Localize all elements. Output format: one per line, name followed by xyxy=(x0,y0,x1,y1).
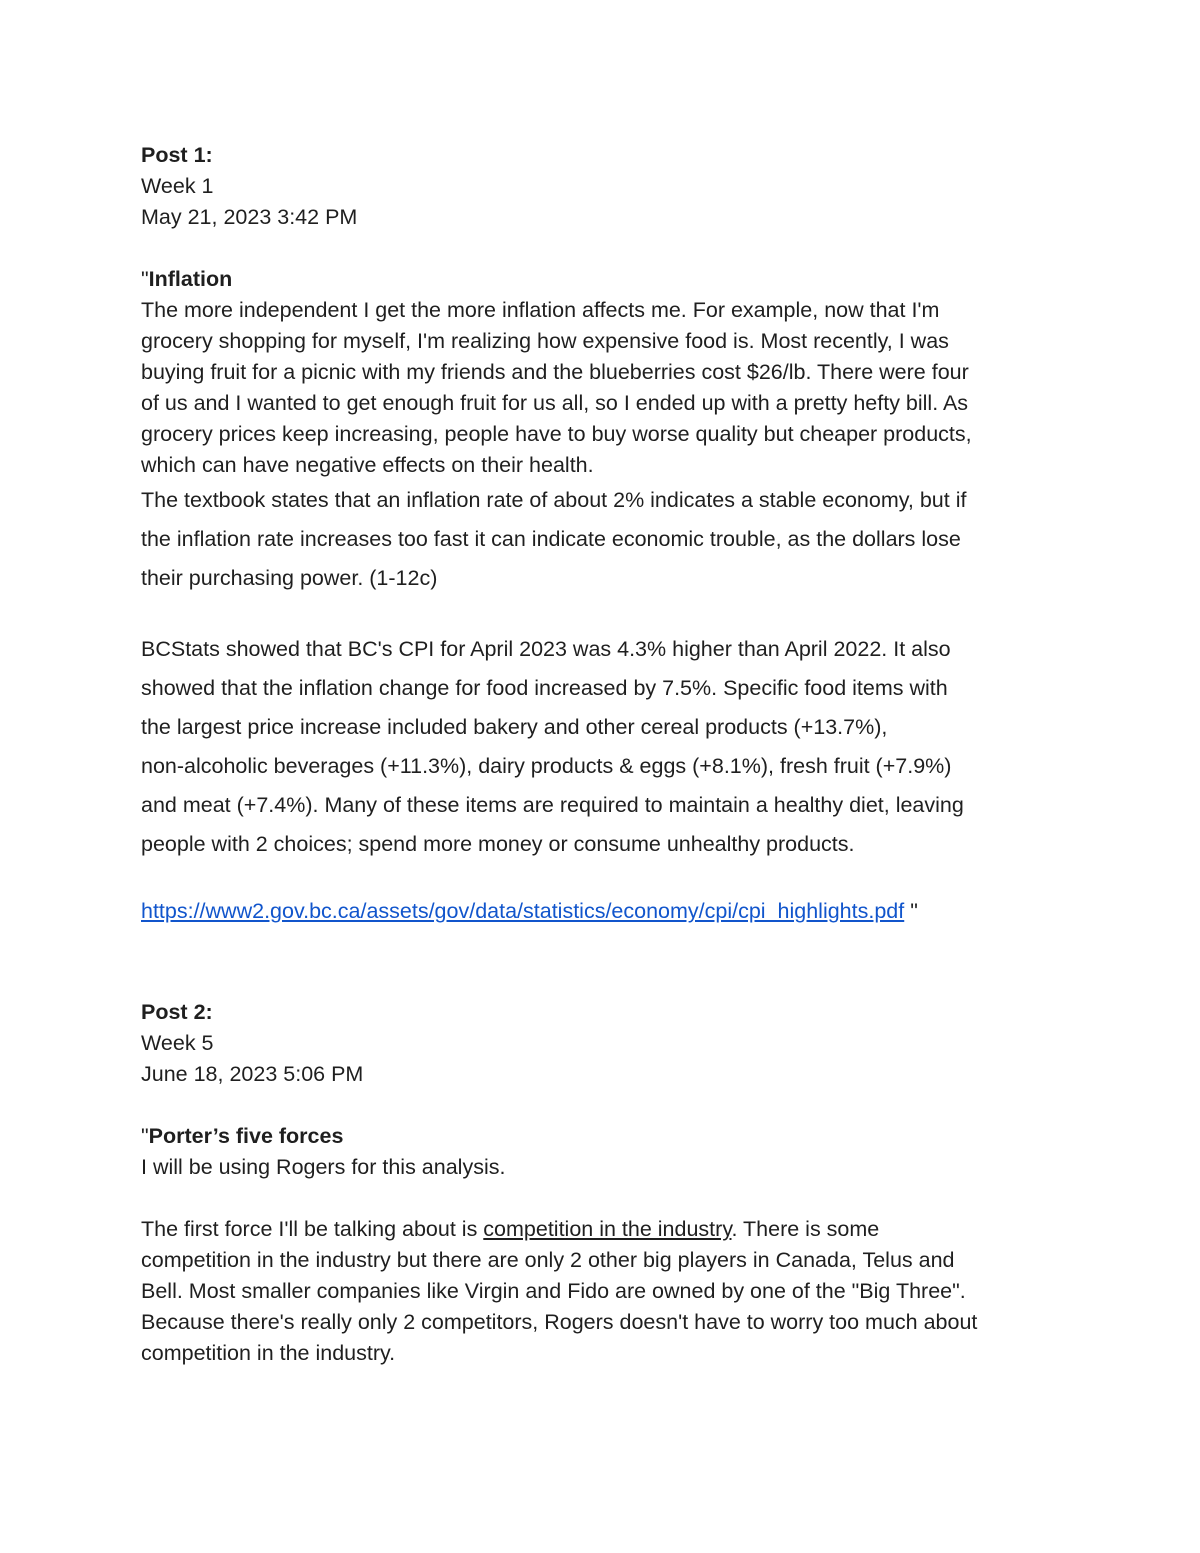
paragraph-line: The textbook states that an inflation rate of about 2% indicates a stable economy, but if xyxy=(141,488,967,512)
paragraph-line: BCStats showed that BC's CPI for April 2023 was 4.3% higher than April 2022. It also xyxy=(141,637,951,661)
document-page xyxy=(141,140,1071,1369)
post-2-date: June 18, 2023 5:06 PM xyxy=(141,1062,364,1086)
post-2-quote-open: " xyxy=(141,1124,149,1148)
paragraph-line: the largest price increase included bakery and other cereal products (+13.7%), xyxy=(141,715,888,739)
competition-term: competition in the industry xyxy=(483,1217,732,1241)
spacer xyxy=(141,598,1071,630)
paragraph-line: Bell. Most smaller companies like Virgin and Fido are owned by one of the "Big Three". xyxy=(141,1279,966,1303)
spacer xyxy=(141,233,1071,264)
spacer xyxy=(141,864,1071,896)
paragraph-lead: The first force I'll be talking about is xyxy=(141,1217,484,1241)
paragraph-line: Because there's really only 2 competitors, Rogers doesn't have to worry too much about xyxy=(141,1310,978,1334)
post-2-week: Week 5 xyxy=(141,1031,214,1055)
paragraph-line: people with 2 choices; spend more money or consume unhealthy products. xyxy=(141,832,855,856)
paragraph-line: grocery prices keep increasing, people have to buy worse quality but cheaper products, xyxy=(141,422,972,446)
post-2-intro: I will be using Rogers for this analysis. xyxy=(141,1155,506,1179)
post-1-paragraph-1 xyxy=(141,295,1071,481)
paragraph-line: non-alcoholic beverages (+11.3%), dairy products & eggs (+8.1%), fresh fruit (+7.9%) xyxy=(141,754,952,778)
paragraph-tail: . There is some xyxy=(731,1217,880,1241)
post-2-title-line xyxy=(141,1121,1071,1152)
paragraph-line: grocery shopping for myself, I'm realizing how expensive food is. Most recently, I was xyxy=(141,329,949,353)
cpi-highlights-link[interactable]: https://www2.gov.bc.ca/assets/gov/data/statistics/economy/cpi/cpi_highlights.pdf xyxy=(141,899,905,923)
post-1-paragraph-2 xyxy=(141,481,1071,598)
spacer xyxy=(141,927,1071,997)
paragraph-line xyxy=(141,1214,1071,1245)
paragraph-line: The more independent I get the more inflation affects me. For example, now that I'm xyxy=(141,298,940,322)
spacer xyxy=(141,1090,1071,1121)
post-1-quote-open: " xyxy=(141,267,149,291)
post-2-title: Porter’s five forces xyxy=(148,1124,344,1148)
paragraph-line: showed that the inflation change for food increased by 7.5%. Specific food items with xyxy=(141,676,948,700)
post-1-date: May 21, 2023 3:42 PM xyxy=(141,205,358,229)
paragraph-line: the inflation rate increases too fast it can indicate economic trouble, as the dollars lose xyxy=(141,527,961,551)
post-1-heading: Post 1: xyxy=(141,143,213,167)
post-1-paragraph-3 xyxy=(141,630,1071,864)
paragraph-line: competition in the industry. xyxy=(141,1341,396,1365)
paragraph-line: and meat (+7.4%). Many of these items are required to maintain a healthy diet, leaving xyxy=(141,793,964,817)
post-2-paragraph-1 xyxy=(141,1214,1071,1369)
spacer xyxy=(141,1183,1071,1214)
paragraph-line: their purchasing power. (1-12c) xyxy=(141,566,438,590)
post-1-title: Inflation xyxy=(148,267,233,291)
paragraph-line: of us and I wanted to get enough fruit for us all, so I ended up with a pretty hefty bill. As xyxy=(141,391,969,415)
post-1-week: Week 1 xyxy=(141,174,214,198)
paragraph-line: which can have negative effects on their health. xyxy=(141,453,594,477)
post-1-title-line xyxy=(141,264,1071,295)
post-1-quote-close: " xyxy=(904,899,918,923)
paragraph-line: competition in the industry but there are only 2 other big players in Canada, Telus and xyxy=(141,1248,955,1272)
post-1-link-line xyxy=(141,896,1071,927)
paragraph-line: buying fruit for a picnic with my friends and the blueberries cost $26/lb. There were four xyxy=(141,360,969,384)
post-2-heading: Post 2: xyxy=(141,1000,213,1024)
